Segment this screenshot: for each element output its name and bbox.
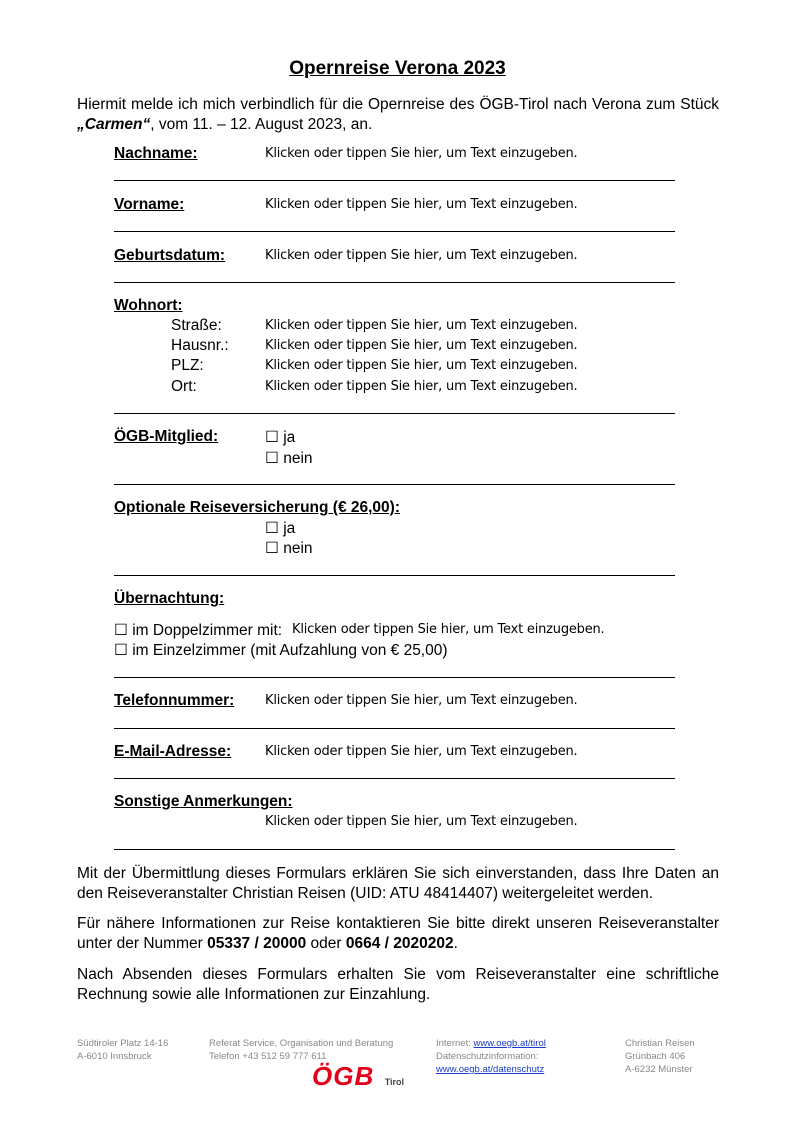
footer-links: Internet: www.oegb.at/tirol Datenschutzinformation: www.oegb.at/datenschutz xyxy=(436,1038,546,1075)
divider xyxy=(114,180,675,181)
phone-1: 05337 / 20000 xyxy=(207,935,307,952)
divider xyxy=(114,849,675,850)
input-strasse[interactable]: Klicken oder tippen Sie hier, um Text einzugeben. xyxy=(265,318,578,333)
divider xyxy=(114,778,675,779)
divider xyxy=(114,282,675,283)
label-ort: Ort: xyxy=(171,378,197,395)
checkbox-einzelzimmer[interactable]: ☐ im Einzelzimmer (mit Aufzahlung von € 25,00) xyxy=(114,642,448,659)
phone-2: 0664 / 2020202 xyxy=(345,935,454,952)
contact-text: Für nähere Informationen zur Reise kontaktieren Sie bitte direkt unseren Reiseveranstalter unter der Nummer 05337 / 20000 oder 0664 / 2020202. xyxy=(77,915,719,952)
intro-text: Hiermit melde ich mich verbindlich für die Opernreise des ÖGB-Tirol nach Verona zum Stück „Carmen“, vom 11. – 12. August 2023, an. xyxy=(77,96,719,133)
label-versicherung: Optionale Reiseversicherung (€ 26,00): xyxy=(114,499,400,516)
logo-text: ÖGB xyxy=(312,1061,375,1091)
label-geburtsdatum: Geburtsdatum: xyxy=(114,247,226,264)
closing-text: Nach Absenden dieses Formulars erhalten Sie vom Reiseveranstalter eine schriftliche Rechnung sowie alle Informationen zur Einzahlung. xyxy=(77,966,719,1003)
footer-department: Referat Service, Organisation und Beratung Telefon +43 512 59 777 611 xyxy=(209,1038,394,1062)
label-mitglied: ÖGB-Mitglied: xyxy=(114,428,219,445)
divider xyxy=(114,484,675,485)
label-email: E-Mail-Adresse: xyxy=(114,743,232,760)
checkbox-versicherung-ja[interactable]: ☐ ja xyxy=(265,520,296,537)
label-wohnort: Wohnort: xyxy=(114,297,183,314)
label-anmerkungen: Sonstige Anmerkungen: xyxy=(114,793,293,810)
input-vorname[interactable]: Klicken oder tippen Sie hier, um Text einzugeben. xyxy=(265,197,578,212)
input-plz[interactable]: Klicken oder tippen Sie hier, um Text einzugeben. xyxy=(265,358,578,373)
input-doppelzimmer[interactable]: Klicken oder tippen Sie hier, um Text einzugeben. xyxy=(292,622,605,637)
label-hausnr: Hausnr.: xyxy=(171,337,229,354)
input-hausnr[interactable]: Klicken oder tippen Sie hier, um Text einzugeben. xyxy=(265,338,578,353)
input-email[interactable]: Klicken oder tippen Sie hier, um Text einzugeben. xyxy=(265,744,578,759)
label-strasse: Straße: xyxy=(171,317,222,334)
checkbox-doppelzimmer[interactable]: ☐ im Doppelzimmer mit: xyxy=(114,622,283,639)
input-geburtsdatum[interactable]: Klicken oder tippen Sie hier, um Text einzugeben. xyxy=(265,248,578,263)
label-plz: PLZ: xyxy=(171,357,204,374)
label-nachname: Nachname: xyxy=(114,145,198,162)
page-title: Opernreise Verona 2023 xyxy=(289,58,506,79)
input-anmerkungen[interactable]: Klicken oder tippen Sie hier, um Text einzugeben. xyxy=(265,814,578,829)
input-nachname[interactable]: Klicken oder tippen Sie hier, um Text einzugeben. xyxy=(265,146,578,161)
label-uebernachtung: Übernachtung: xyxy=(114,590,225,607)
logo-region: Tirol xyxy=(384,1077,405,1087)
input-ort[interactable]: Klicken oder tippen Sie hier, um Text einzugeben. xyxy=(265,379,578,394)
oegb-logo xyxy=(312,1061,404,1092)
footer-organizer: Christian Reisen Grünbach 406 A-6232 Münster xyxy=(625,1038,695,1075)
checkbox-mitglied-ja[interactable]: ☐ ja xyxy=(265,429,296,446)
consent-text: Mit der Übermittlung dieses Formulars erklären Sie sich einverstanden, dass Ihre Daten an den Reiseveranstalter Christian Reisen (UID: ATU 48414407) weitergeleitet werden. xyxy=(77,865,719,902)
divider xyxy=(114,728,675,729)
privacy-link[interactable]: www.oegb.at/datenschutz xyxy=(436,1064,545,1075)
checkbox-versicherung-nein[interactable]: ☐ nein xyxy=(265,540,313,557)
checkbox-mitglied-nein[interactable]: ☐ nein xyxy=(265,450,313,467)
divider xyxy=(114,413,675,414)
play-title: „Carmen“ xyxy=(77,116,151,133)
internet-link[interactable]: www.oegb.at/tirol xyxy=(473,1038,546,1049)
divider xyxy=(114,677,675,678)
footer-address: Südtiroler Platz 14-16 A-6010 Innsbruck xyxy=(77,1038,169,1062)
label-telefon: Telefonnummer: xyxy=(114,692,235,709)
divider xyxy=(114,575,675,576)
divider xyxy=(114,231,675,232)
input-telefon[interactable]: Klicken oder tippen Sie hier, um Text einzugeben. xyxy=(265,693,578,708)
label-vorname: Vorname: xyxy=(114,196,185,213)
